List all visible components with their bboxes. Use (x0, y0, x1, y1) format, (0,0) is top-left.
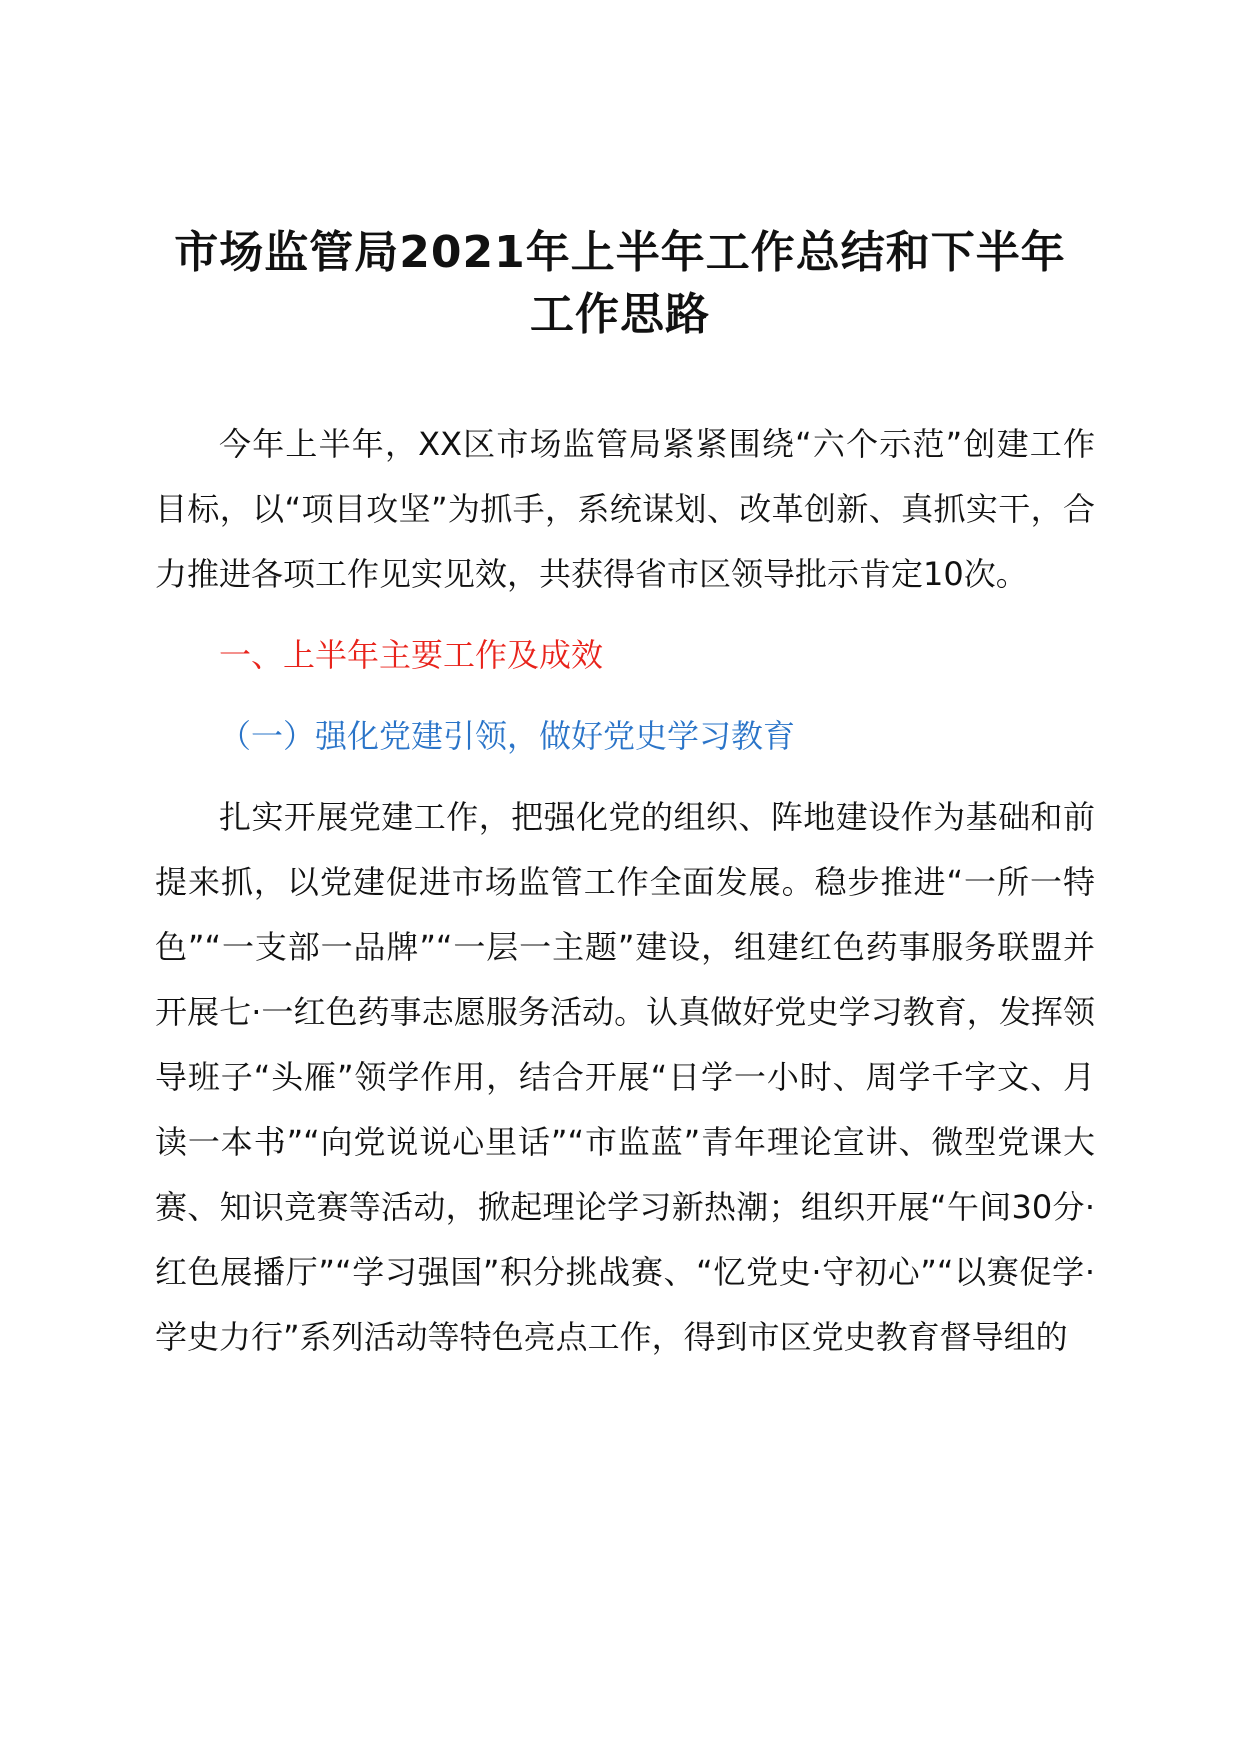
title-line-1: 市场监管局2021年上半年工作总结和下半年 (174, 227, 1066, 278)
intro-paragraph: 今年上半年，XX区市场监管局紧紧围绕“六个示范”创建工作目标，以“项目攻坚”为抓手，系统谋划、改革创新、真抓实干，合力推进各项工作见实见效，共获得省市区领导批示肯定10次。 (155, 425, 1095, 593)
document-title (140, 222, 1100, 346)
section-heading: 一、上半年主要工作及成效 (219, 636, 604, 674)
document-body (155, 412, 1095, 1370)
subsection-heading: （一）强化党建引领，做好党史学习教育 (219, 717, 796, 755)
title-line-2: 工作思路 (530, 289, 710, 340)
subsection-paragraph: 扎实开展党建工作，把强化党的组织、阵地建设作为基础和前提来抓，以党建促进市场监管工作全面发展。稳步推进“一所一特色”“一支部一品牌”“一层一主题”建设，组建红色药事服务联盟并开展七·一红色药事志愿服务活动。认真做好党史学习教育，发挥领导班子“头雁”领学作用，结合开展“日学一小时、周学千字文、月读一本书”“向党说说心里话”“市监蓝”青年理论宣讲、微型党课大赛、知识竞赛等活动，掀起理论学习新热潮；组织开展“午间30分·红色展播厅”“学习强国”积分挑战赛、“忆党史·守初心”“以赛促学·学史力行”系列活动等特色亮点工作，得到市区党史教育督导组的 (155, 798, 1095, 1356)
